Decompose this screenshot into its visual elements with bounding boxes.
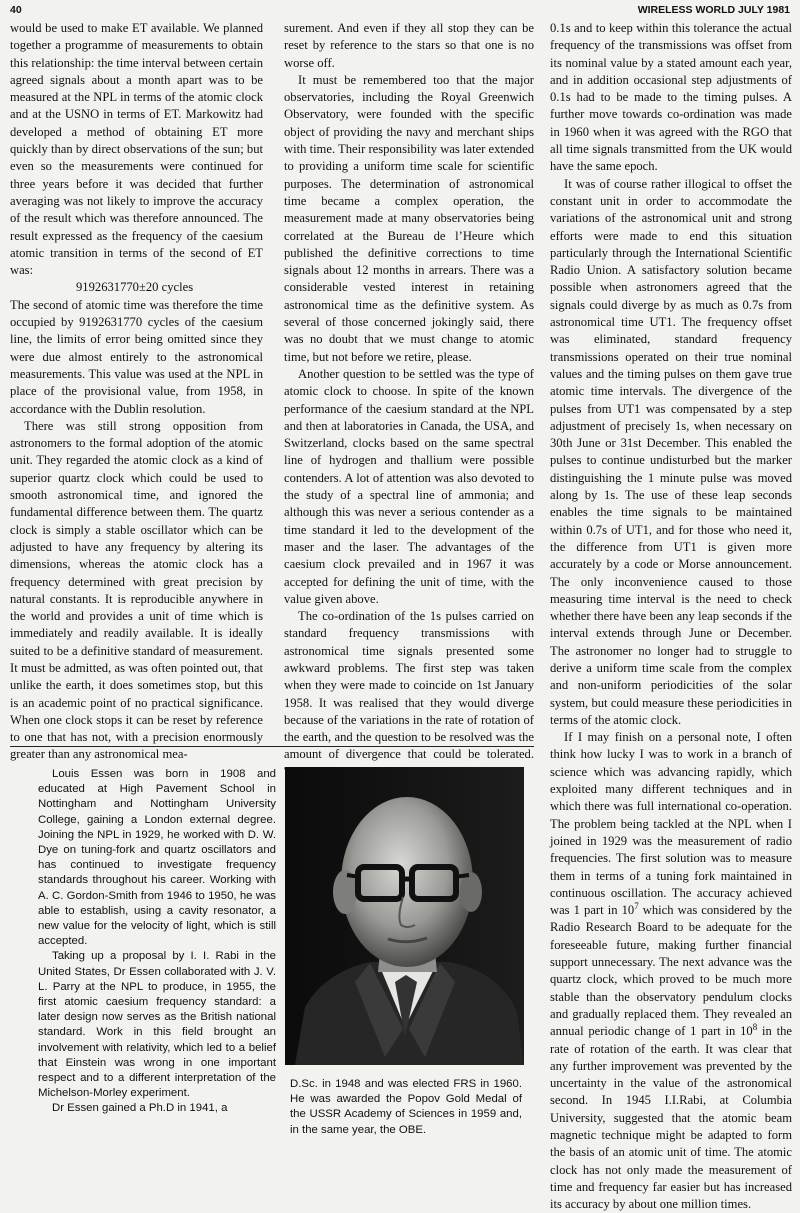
exponent: 7 [634,901,639,912]
author-bio-text [38,767,276,1117]
bio-paragraph: Dr Essen gained a Ph.D in 1941, a [52,1102,228,1115]
bio-paragraph: Louis Essen was born in 1908 and educated at High Pavement School in Nottingham and Nottingham University College, gaining a London external degree. Joining the NPL in 1929, he worked with D. W. Dye on tuning-fork and quartz oscillators and has continued to investigate frequency standards throughout his career. Working with A. C. Gordon-Smith from 1946 to 1950, he was able to establish, using a cavity resonator, a new value for the velocity of light, which is still accepted. [38,768,276,948]
article-column-3 [550,20,792,1213]
paragraph: The co-ordination of the 1s pulses carried on standard frequency transmissions with astronomical time signals presented some awkward problems. The first step was taken when they were made to coincide on 1st January 1958. It was realised that they would diverge because of the variations in the rate of rotation of the earth, and the question to be resolved was the amount of divergence that could be tolerated. [284,609,534,762]
paragraph: 0.1s and to keep within this tolerance the actual frequency of the transmissions was offset from its nominal value by a stated amount each year, and in addition occasional step adjustments of 0.1s had to be made to the timing pulses. A further move towards co-ordination was made in 1960 when it was agreed with the RGO that all time signals transmitted from the UK would have the same epoch. [550,21,792,174]
author-bio-box [10,746,534,1153]
paragraph: surement. And even if they all stop they can be reset by reference to the stars so that one is no worse off. [284,21,534,70]
paragraph: It was of course rather illogical to offset the constant unit in order to accommodate the variations of the astronomical unit and strong efforts were made to end this situation particularly through the International Scientific Radio Union. A satisfactory solution became possible when astronomers agreed that the signals could diverge by as much as 0.7s from astronomical time UT1. The frequency offset was eliminated, standard frequency transmissions operated on their true nominal values and the timing pulses on them gave true atomic time intervals. The divergence of the pulses from UT1 was compensated by a step adjustment of precisely 1s, when necessary on 30th June or 31st December. This enabled the pulses to continue undisturbed but the marker distinguishing the 1 minute pulse was moved along by 1s. The use of these leap seconds enables the time signals to be maintained within 0.7s of UT1, and for those who need it, the difference from UT1 is given more accurately by a code or Morse announcement. The only inconvenience caused to those measuring time interval is the need to check whether there have been any leap seconds if the interval extends through June or December. The astronomer no longer had to struggle to derive a uniform time scale from the complex and non-uniform periodicities of the solar system, but could measure these periodicities in terms of the atomic clock. [550,176,792,727]
paragraph: There was still strong opposition from astronomers to the formal adoption of the atomic unit. They regarded the atomic clock as a kind of superior quartz clock which could be used to smooth astronomical time, and ignored the fundamental difference between them. The quartz clock is simply a stable oscillator which can be adjusted to have any frequency by altering its dimensions, whereas the atomic clock has a frequency determined with great precision by natural constants. It is reproducible anywhere in the world and provides a unit of time which is immediately and readily available. It is ideally suited to be a definitive standard of measurement. It must be admitted, as was often pointed out, that unlike the earth, it does sometimes stop, but this is an academic point of no practical significance. When one clock stops it can be reset by reference to one that has not, with a precision enormously greater than any astronomical mea- [10,418,263,762]
author-portrait-photo [285,767,524,1065]
paragraph-personal-note [550,729,792,1213]
paragraph: would be used to make ET available. We planned together a programme of measurements to obtain this relationship: the time interval between certain agreed signals about a month apart was to be measured at the NPL in terms of the atomic clock and at the USNO in terms of ET. Markowitz had developed a method of obtaining ET more quickly than by direct observations of the sun; but even so the measurements were continued for three years before it was decided that further averaging was not likely to improve the accuracy of the result which was therefore announced. The result expressed as the frequency of the caesium atomic transition in terms of the second of ET was: [10,21,263,278]
paragraph: Another question to be settled was the type of atomic clock to choose. In spite of the known performance of the caesium standard at the NPL and then at laboratories in Canada, the USA, and Switzerland, clocks based on the same spectral line of hydrogen and thallium were possible contenders. A lot of attention was also devoted to the study of a spectral line of ammonia; and although this was never a serious contender as a time standard it led to the development of the maser and the laser. The advantages of the caesium clock prevailed and in 1967 it was accepted for defining the unit of time, with the value given above. [284,366,534,606]
page-number: 40 [10,4,22,16]
text-run: which was considered by the Radio Research Board to be adequate for the foreseeable future, making further financial support unnecessary. The next advance was the quartz clock, which proved to be much more stable than the observatory pendulum clocks and gradually replaced them. They revealed an annual periodic change of 1 part in 10 [550,903,792,1039]
portrait-illustration [285,767,524,1065]
text-run: If I may finish on a personal note, I often think how lucky I was to work in a branch of science which was advancing rapidly, which exploited many different techniques and in which there was full international co-operation. The problem being tackled at the NPL when I joined in 1929 was the measurement of radio frequencies. The first solution was to measure them in terms of a tuning fork maintained in continuous oscillation. The accuracy achieved was 1 part in 10 [550,730,792,918]
paragraph: It must be remembered too that the major observatories, including the Royal Greenwich Observatory, were founded with the specific object of providing the navy and merchant ships with time. Their responsibility was later extended to providing a uniform time scale for scientific purposes. The determination of astronomical time became a complex operation, the measurement made at many observatories being correlated at the Bureau de l’Heure which published the definitive corrections to time signals about 12 months in arrears. There was a considerable vested interest in retaining astronomical time as the definitive system. As several of those concerned jokingly said, there was no doubt that we must change to atomic time, but not before we retire, please. [284,72,534,364]
magazine-issue: WIRELESS WORLD JULY 1981 [637,4,790,16]
exponent: 8 [752,1022,758,1033]
bio-paragraph: Taking up a proposal by I. I. Rabi in the United States, Dr Essen collaborated with J. V. L. Parry at the NPL to produce, in 1955, the first atomic caesium frequency standard: a later design now serves as the British national standard. Work in this field brought an involvement with relativity, which led to a belief that Einstein was wrong in one important respect and to a different interpretation of the Michelson-Morley experiment. [38,950,276,1100]
page-header [10,4,790,18]
author-bio-continuation: D.Sc. in 1948 and was elected FRS in 1960. He was awarded the Popov Gold Medal of the USSR Academy of Sciences in 1959 and, in the same year, the OBE. [290,1078,522,1136]
caesium-frequency-formula: 9192631770±20 cycles [76,280,194,295]
article-column-1 [10,20,263,764]
paragraph: The second of atomic time was therefore the time occupied by 9192631770 cycles of the caesium line, the limits of error being omitted since they were due almost entirely to the astronomical measurements. This value was used at the NPL in place of the provisional value, from 1958, in accordance with the Dublin resolution. [10,297,263,416]
article-column-2 [284,20,534,781]
text-run: in the rate of rotation of the earth. It was clear that any further improvement was prevented by the uncertainty in the value of the astronomical second. In 1945 I.I.Rabi, at Columbia University, suggested that the atomic beam magnetic technique might be adapted to form the basis of an atomic unit of time. The atomic clock has not only made the measurement of time and frequency far easier but has increased its accuracy by about one million times. [550,1024,792,1212]
